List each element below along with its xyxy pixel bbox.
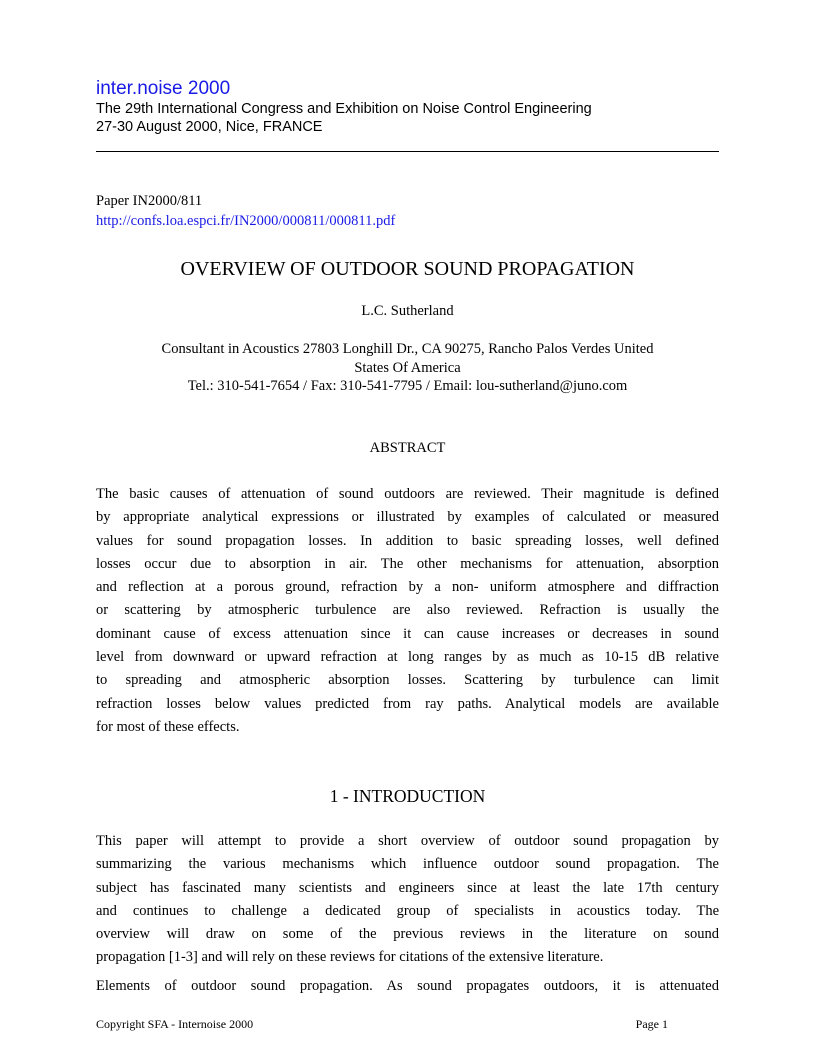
abstract-line: values for sound propagation losses. In addition to basic spreading losses, well defined [96,532,719,549]
abstract-line: or scattering by atmospheric turbulence are also reviewed. Refraction is usually the [96,602,719,619]
abstract-line: level from downward or upward refraction at long ranges by as much as 10-15 dB relative [96,649,719,666]
abstract-line: to spreading and atmospheric absorption losses. Scattering by turbulence can limit [96,672,719,689]
abstract-line: and reflection at a porous ground, refraction by a non- uniform atmosphere and diffraction [96,579,719,596]
abstract-heading: ABSTRACT [369,440,446,456]
introduction-line: propagation [1-3] and will rely on these reviews for citations of the extensive literature. [96,949,604,966]
abstract-line: dominant cause of excess attenuation since it can cause increases or decreases in sound [96,625,719,642]
author-affiliation [96,340,719,396]
affiliation-line: States Of America [354,359,461,376]
introduction-line: This paper will attempt to provide a short overview of outdoor sound propagation by [96,833,719,849]
paper-id: Paper IN2000/811 [96,193,203,209]
paper-url-link[interactable]: http://confs.loa.espci.fr/IN2000/000811/000811.pdf [96,213,396,229]
introduction-line: overview will draw on some of the previous reviews in the literature on sound [96,926,719,943]
abstract-line: by appropriate analytical expressions or illustrated by examples of calculated or measured [96,509,719,526]
introduction-line: and continues to challenge a dedicated group of specialists in acoustics today. The [96,902,719,919]
introduction-next-line: Elements of outdoor sound propagation. As sound propagates outdoors, it is attenuated [96,978,719,994]
introduction-line: summarizing the various mechanisms which influence outdoor sound propagation. The [96,856,719,873]
conference-full-title: The 29th International Congress and Exhibition on Noise Control Engineering [96,101,592,117]
introduction-heading: 1 - INTRODUCTION [329,786,486,806]
conference-name: inter.noise 2000 [96,78,231,99]
conference-dates: 27-30 August 2000, Nice, FRANCE [96,119,323,135]
introduction-line: subject has fascinated many scientists and engineers since at least the late 17th century [96,879,719,896]
footer-page-number: Page 1 [635,1017,668,1031]
paper-author: L.C. Sutherland [361,303,454,319]
affiliation-line: Tel.: 310-541-7654 / Fax: 310-541-7795 / Email: lou-sutherland@juno.com [187,378,628,394]
introduction-continuation [96,975,719,998]
header-divider [96,151,719,152]
footer-copyright: Copyright SFA - Internoise 2000 [96,1017,254,1031]
introduction-body [96,830,719,970]
abstract-line: losses occur due to absorption in air. The other mechanisms for attenuation, absorption [96,555,719,572]
affiliation-line: Consultant in Acoustics 27803 Longhill Dr., CA 90275, Rancho Palos Verdes United [161,341,654,357]
abstract-line: for most of these effects. [96,718,240,735]
abstract-line: refraction losses below values predicted from ray paths. Analytical models are available [96,695,719,712]
abstract-line: The basic causes of attenuation of sound outdoors are reviewed. Their magnitude is defined [96,486,719,502]
paper-title: OVERVIEW OF OUTDOOR SOUND PROPAGATION [180,258,635,280]
abstract-body [96,483,719,739]
